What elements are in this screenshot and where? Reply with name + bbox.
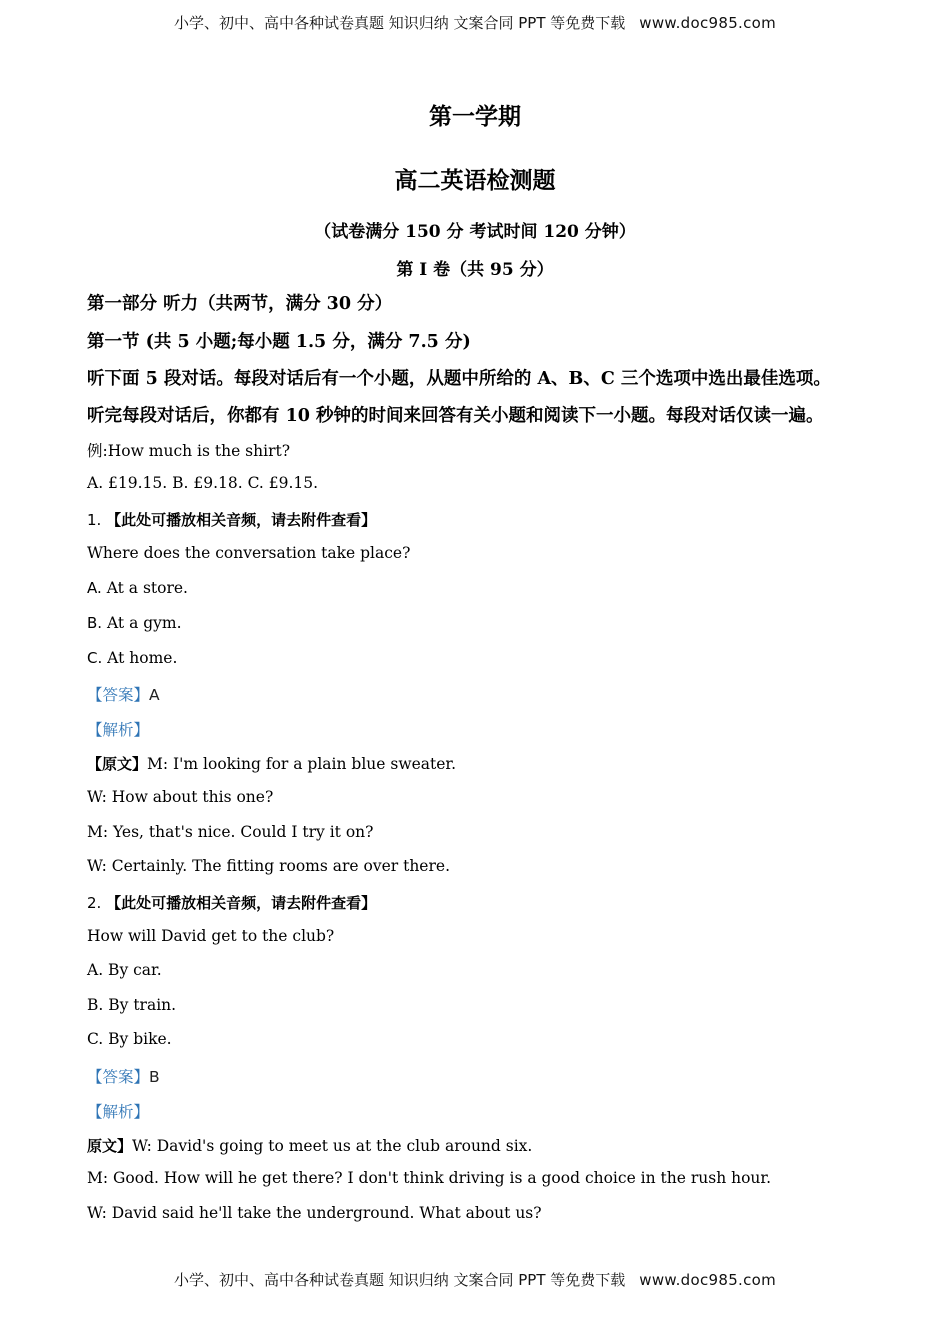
term-title: 第一学期 <box>429 103 521 130</box>
q2-analysis-tag: 【解析】 <box>87 1103 150 1121</box>
q1-transcript-2: W: How about this one? <box>87 788 274 806</box>
q2-number: 2. <box>87 894 107 912</box>
instruction-2: 听完每段对话后，你都有 10 秒钟的时间来回答有关小题和阅读下一小题。每段对话仅读一遍。 <box>87 406 824 426</box>
q1-heading <box>87 509 376 530</box>
instruction-1: 听下面 5 段对话。每段对话后有一个小题，从题中所给的 A、B、C 三个选项中选出最佳选项。 <box>87 369 831 389</box>
q1-question: Where does the conversation take place? <box>87 544 411 562</box>
q2-option-c: C. By bike. <box>87 1030 172 1048</box>
exam-info: （试卷满分 150 分 考试时间 120 分钟） <box>314 222 636 242</box>
q1-transcript-1: 【原文】M: I'm looking for a plain blue sweater. <box>87 755 457 773</box>
q1-transcript-3: M: Yes, that's nice. Could I try it on? <box>87 823 374 841</box>
q2-question: How will David get to the club? <box>87 927 335 945</box>
section-heading: 第一节 (共 5 小题;每小题 1.5 分，满分 7.5 分) <box>87 332 471 352</box>
q2-audio-note[interactable]: 【此处可播放相关音频，请去附件查看】 <box>106 894 377 912</box>
example-options: A. £19.15. B. £9.18. C. £9.15. <box>87 474 319 492</box>
q2-option-a: A. By car. <box>87 961 162 979</box>
example-question: 例:How much is the shirt? <box>87 442 291 460</box>
q2-option-b: B. By train. <box>87 996 177 1014</box>
q1-transcript-4: W: Certainly. The fitting rooms are over there. <box>87 857 450 875</box>
q1-option-b: B. At a gym. <box>87 614 182 632</box>
header-url[interactable]: www.doc985.com <box>639 14 777 32</box>
footer-url[interactable]: www.doc985.com <box>639 1271 777 1289</box>
footer-text: 小学、初中、高中各种试卷真题 知识归纳 文案合同 PPT 等免费下载 <box>173 1271 626 1289</box>
q1-answer: 【答案】A <box>87 686 160 704</box>
q1-option-c: C. At home. <box>87 649 178 667</box>
q2-answer: 【答案】B <box>87 1068 160 1086</box>
q1-number: 1. <box>87 511 107 529</box>
q2-transcript-3: W: David said he'll take the underground. What about us? <box>87 1204 542 1222</box>
page-footer <box>0 1269 950 1290</box>
q1-analysis-tag: 【解析】 <box>87 721 150 739</box>
volume-title: 第 I 卷（共 95 分） <box>396 260 554 280</box>
q2-transcript-1: 原文】W: David's going to meet us at the club around six. <box>87 1137 533 1155</box>
q1-option-a: A. At a store. <box>87 579 188 597</box>
q2-heading <box>87 892 376 913</box>
header-text: 小学、初中、高中各种试卷真题 知识归纳 文案合同 PPT 等免费下载 <box>173 14 626 32</box>
q2-transcript-2: M: Good. How will he get there? I don't think driving is a good choice in the rush hour. <box>87 1169 772 1187</box>
part-heading: 第一部分 听力（共两节，满分 30 分） <box>87 294 393 314</box>
exam-title: 高二英语检测题 <box>394 167 556 194</box>
page-header <box>0 12 950 33</box>
q1-audio-note[interactable]: 【此处可播放相关音频，请去附件查看】 <box>106 511 377 529</box>
